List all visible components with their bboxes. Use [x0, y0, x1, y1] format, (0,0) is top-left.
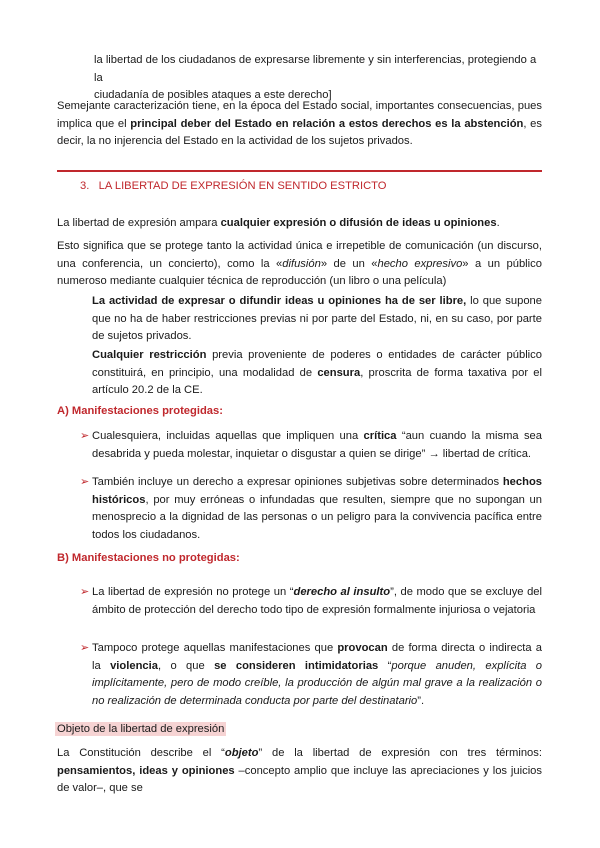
text-run: » a un público numeroso mediante cualquier técnica de reproducción (un libro o una película) — [57, 257, 542, 287]
section-divider — [57, 170, 542, 172]
text-run: , por muy erróneas o infundadas que resulten, siempre que no supongan un menosprecio a la dignidad de las personas o un peligro para la convivencia pacífica entre todos los ciudadanos. — [92, 493, 542, 541]
text-run: La libertad de expresión no protege un “ — [92, 586, 294, 598]
bold-italic-run: objeto — [224, 747, 259, 759]
bullet-b2 — [92, 640, 542, 710]
bold-run: provocan — [337, 642, 388, 654]
arrow-bullet-icon: ➢ — [80, 430, 90, 442]
highlighted-heading: Objeto de la libertad de expresión — [57, 723, 225, 735]
paragraph-significa — [57, 238, 542, 291]
text-run: La libertad de expresión ampara — [57, 217, 221, 229]
arrow-bullet-icon: ➢ — [80, 476, 90, 488]
section-3-number: 3. — [80, 180, 90, 192]
bold-run: La actividad de expresar o difundir ideas u opiniones ha de ser libre, — [92, 295, 467, 307]
text-run: –concepto amplio que incluye las apreciaciones y los juicios de valor–, que se — [57, 764, 542, 794]
bullet-a1 — [92, 428, 542, 463]
text-run: También incluye un derecho a expresar opiniones subjetivas sobre determinados — [92, 476, 503, 488]
bold-run: censura — [317, 366, 361, 379]
section-3-title: LA LIBERTAD DE EXPRESIÓN EN SENTIDO ESTRICTO — [98, 180, 387, 192]
text-run: . — [496, 217, 500, 229]
text-run: “aun cuando la misma sea desabrida y pueda molestar, inquietar o disgustar a quien se dirige” → libertad de crítica. — [92, 430, 542, 460]
italic-run: difusión — [282, 257, 321, 270]
section-b-heading: B) Manifestaciones no protegidas: — [57, 552, 240, 564]
text-run: Semejante caracterización tiene, en la época del Estado social, importantes consecuencias, pues implica que el — [57, 100, 542, 130]
bold-run: crítica — [363, 430, 397, 442]
paragraph-actividad — [92, 293, 542, 346]
text-run: lo que supone que no ha de haber restricciones previas ni por parte del Estado, ni, en su caso, por parte de sujetos privados. — [92, 295, 542, 342]
text-run: Tampoco protege aquellas manifestaciones que — [92, 642, 338, 654]
text-run: ”, de modo que se excluye del ámbito de protección del derecho todo tipo de expresión formalmente injuriosa o vejatoria — [92, 586, 543, 616]
text-run: “ — [378, 659, 392, 672]
bold-italic-run: derecho al insulto — [293, 586, 391, 598]
section-3-heading — [80, 180, 387, 192]
text-run: de forma directa o indirecta a la — [92, 642, 543, 672]
bullet-a2 — [92, 474, 542, 544]
bold-run: se consideren intimidatorias — [214, 659, 379, 672]
italic-run: porque anuden, explícita o implícitamente, pero de modo creíble, la producción de algún mal grave a la realización o no realización de determinada conducta por parte del destinatario — [92, 659, 542, 707]
bold-run: principal deber del Estado en relación a estos derechos es la abstención — [130, 117, 524, 130]
arrow-bullet-icon: ➢ — [80, 586, 90, 598]
subsection-objeto-heading — [55, 721, 226, 739]
text-run: » de un « — [320, 257, 378, 270]
text-run: , es decir, la no injerencia del Estado en la actividad de los sujetos privados. — [57, 117, 542, 147]
text-run: ”. — [417, 694, 425, 707]
text-run: , o que — [157, 659, 215, 672]
paragraph-semejante — [57, 98, 542, 151]
text-run: , proscrita de forma taxativa por el artículo 20.2 de la CE. — [92, 366, 542, 396]
paragraph-restriccion — [92, 347, 542, 400]
section-a-heading: A) Manifestaciones protegidas: — [57, 405, 223, 417]
paragraph-constitucion — [57, 745, 542, 798]
bold-run: pensamientos, ideas y opiniones — [57, 764, 235, 777]
text-run: La Constitución describe el “ — [57, 747, 225, 759]
bold-run: cualquier expresión o difusión de ideas u opiniones — [220, 217, 497, 229]
quote-line-2: ciudadanía de posibles ataques a este derecho] — [94, 89, 332, 101]
quote-continuation — [94, 52, 542, 105]
text-run: Cualesquiera, incluidas aquellas que impliquen una — [92, 430, 364, 442]
paragraph-ampara — [57, 215, 542, 233]
bold-run: hechos históricos — [92, 476, 542, 506]
text-run: ” de la libertad de expresión con tres términos: — [258, 747, 542, 759]
quote-line-1: la libertad de los ciudadanos de expresarse libremente y sin interferencias, protegiendo a la — [94, 54, 537, 84]
bullet-b1 — [92, 584, 542, 619]
bold-run: violencia — [110, 659, 158, 672]
bold-run: Cualquier restricción — [92, 349, 207, 361]
italic-run: hecho expresivo — [377, 257, 463, 270]
text-run: previa proveniente de poderes o entidades de carácter público constituirá, en principio, una modalidad de — [92, 349, 542, 379]
arrow-bullet-icon: ➢ — [80, 642, 90, 654]
text-run: Esto significa que se protege tanto la actividad única e irrepetible de comunicación (un discurso, una conferencia, un concierto), como la « — [57, 240, 542, 270]
